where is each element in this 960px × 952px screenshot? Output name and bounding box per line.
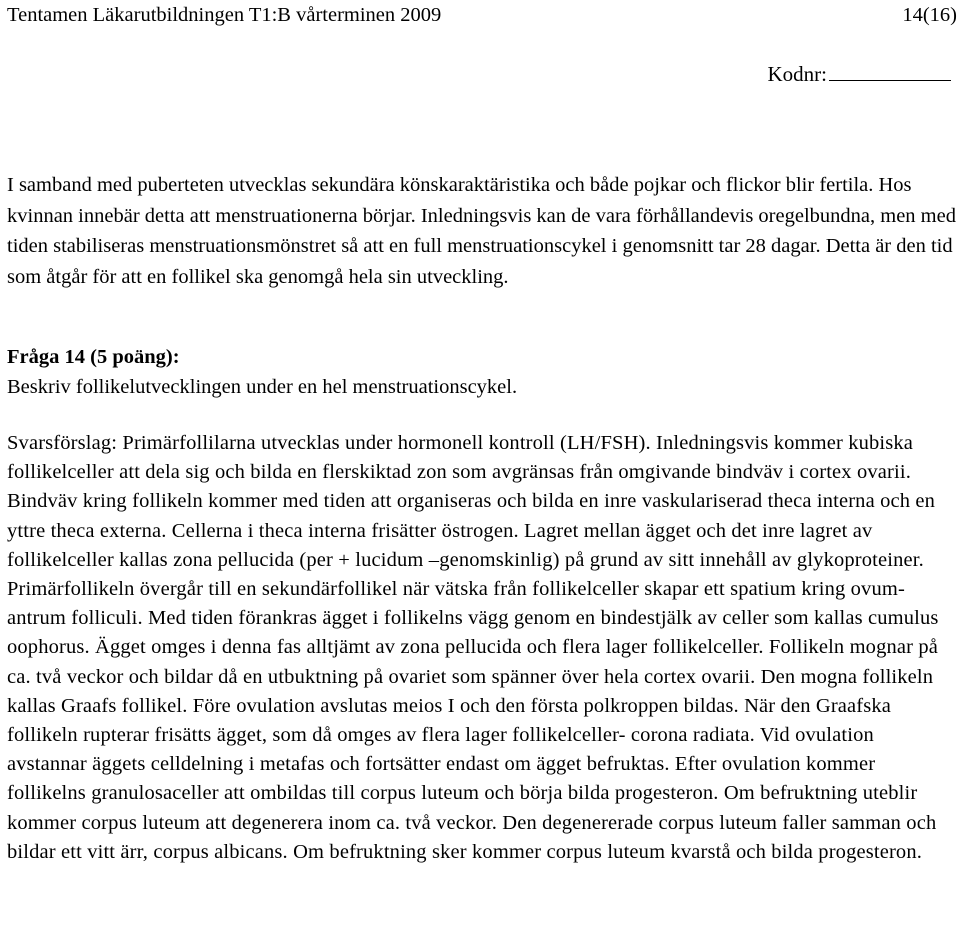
question-block bbox=[7, 342, 957, 402]
code-number-field bbox=[768, 58, 952, 88]
page-number: 14(16) bbox=[902, 4, 957, 26]
code-number-label: Kodnr: bbox=[767, 62, 827, 86]
answer-paragraph: Svarsförslag: Primärfollilarna utvecklas under hormonell kontroll (LH/FSH). Inledningsvis kommer kubiska follikelceller att dela sig och bilda en flerskiktad zon som avgränsas från omgivande bindväv i cortex ovarii. Bindväv kring follikeln kommer med tiden att organiseras och bilda en inre vaskulariserad theca interna och en yttre theca externa. Cellerna i theca interna frisätter östrogen. Lagret mellan ägget och det inre lagret av follikelceller kallas zona pellucida (per + lucidum –genomskinlig) på grund av sitt innehåll av glykoproteiner. Primärfollikeln övergår till en sekundärfollikel när vätska från follikelceller skapar ett spatium kring ovum- antrum folliculi. Med tiden förankras ägget i follikelns vägg genom en bindestjälk av celler som kallas cumulus oophorus. Ägget omges i denna fas alltjämt av zona pellucida och flera lager follikelceller. Follikeln mognar på ca. två veckor och bildar då en utbuktning på ovariet som spänner över hela cortex ovarii. Den mogna follikeln kallas Graafs follikel. Före ovulation avslutas meios I och den första polkroppen bildas. När den Graafska follikeln rupterar frisätts ägget, som då omges av flera lager follikelceller- corona radiata. Vid ovulation avstannar äggets celldelning i metafas och fortsätter endast om ägget befruktas. Efter ovulation kommer follikelns granulosaceller att ombildas till corpus luteum och börja bilda progesteron. Om befruktning uteblir kommer corpus luteum att degenerera inom ca. två veckor. Den degenererade corpus luteum faller samman och bildar ett vitt ärr, corpus albicans. Om befruktning sker kommer corpus luteum kvarstå och bilda progesteron. bbox=[7, 432, 939, 863]
intro-paragraph: I samband med puberteten utvecklas sekundära könskaraktäristika och både pojkar och flickor blir fertila. Hos kvinnan innebär detta att menstruationerna börjar. Inledningsvis kan de vara förhållandevis oregelbundna, men med tiden stabiliseras menstruationsmönstret så att en full menstruationscykel i genomsnitt tar 28 dagar. Detta är den tid som åtgår för att en follikel ska genomgå hela sin utveckling. bbox=[7, 174, 956, 289]
question-label: Fråga 14 (5 poäng): bbox=[7, 346, 180, 368]
code-number-blank-line bbox=[829, 58, 951, 81]
exam-title: Tentamen Läkarutbildningen T1:B vårterminen 2009 bbox=[7, 4, 442, 26]
page-header bbox=[7, 2, 957, 30]
question-text: Beskriv follikelutvecklingen under en hel menstruationscykel. bbox=[7, 376, 518, 398]
